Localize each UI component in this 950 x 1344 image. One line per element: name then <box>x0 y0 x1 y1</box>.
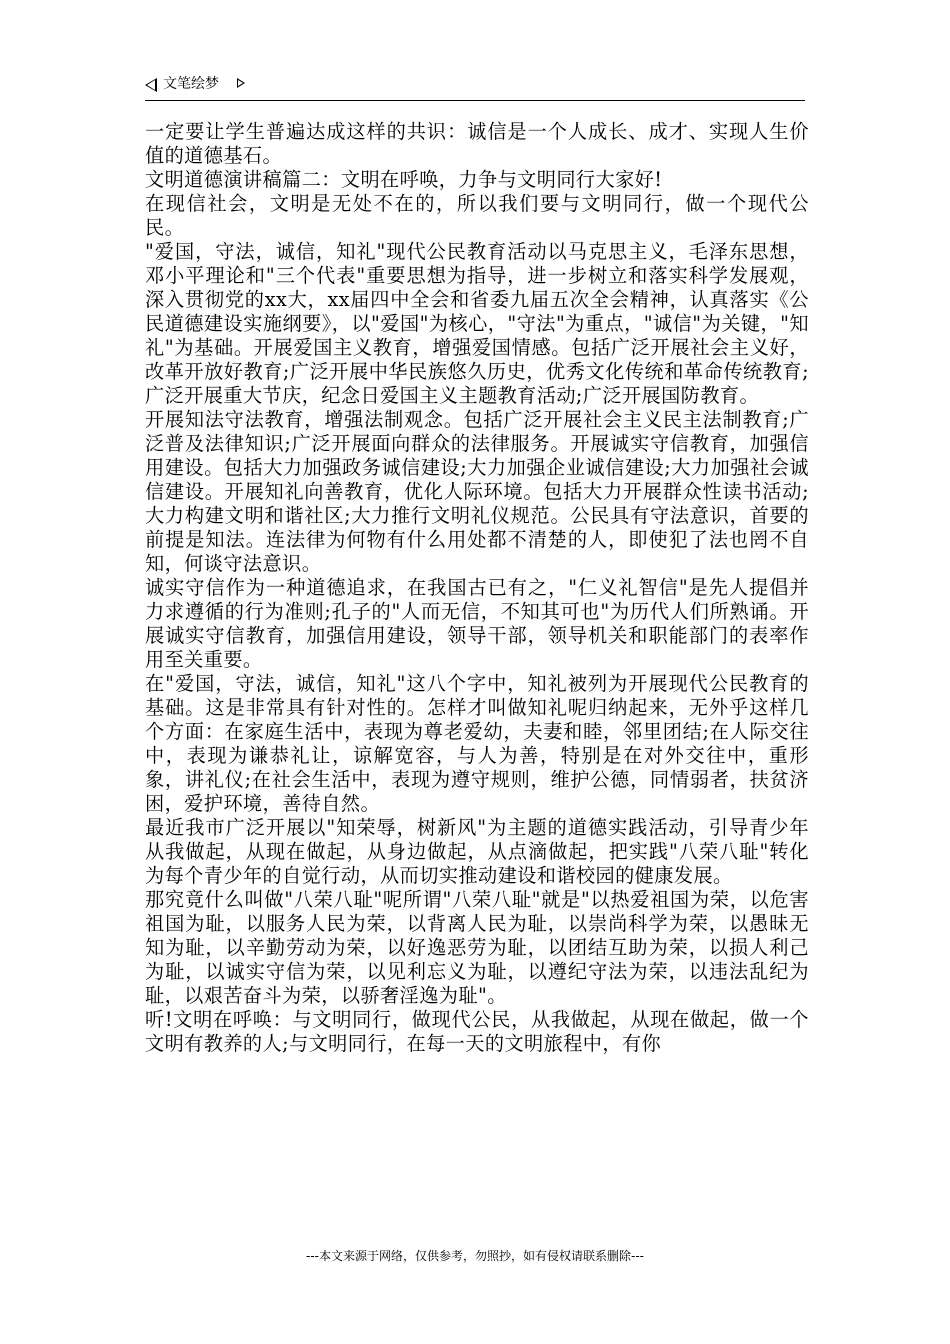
paragraph: 听!文明在呼唤：与文明同行，做现代公民，从我做起，从现在做起，做一个文明有教养的人;与文明同行，在每一天的文明旅程中，有你 <box>145 1008 809 1055</box>
triangle-right-icon <box>237 78 245 88</box>
paragraph: 诚实守信作为一种道德追求，在我国古已有之，"仁义礼智信"是先人提倡并力求遵循的行为准则;孔子的"人而无信，不知其可也"为历代人们所熟诵。开展诚实守信教育，加强信用建设，领导干部，领导机关和职能部门的表率作用至关重要。 <box>145 576 809 671</box>
document-body <box>145 120 809 1056</box>
page-header <box>145 72 805 101</box>
header-title: 文笔绘梦 <box>163 76 219 92</box>
paragraph: 一定要让学生普遍达成这样的共识：诚信是一个人成长、成才、实现人生价值的道德基石。 <box>145 120 809 167</box>
triangle-left-icon <box>145 78 157 92</box>
paragraph: 最近我市广泛开展以"知荣辱，树新风"为主题的道德实践活动，引导青少年从我做起，从现在做起，从身边做起，从点滴做起，把实践"八荣八耻"转化为每个青少年的自觉行动，从而切实推动建设和谐校园的健康发展。 <box>145 816 809 887</box>
paragraph: 开展知法守法教育，增强法制观念。包括广泛开展社会主义民主法制教育;广泛普及法律知识;广泛开展面向群众的法律服务。开展诚实守信教育，加强信用建设。包括大力加强政务诚信建设;大力加强企业诚信建设;大力加强社会诚信建设。开展知礼向善教育，优化人际环境。包括大力开展群众性读书活动;大力构建文明和谐社区;大力推行文明礼仪规范。公民具有守法意识，首要的前提是知法。连法律为何物有什么用处都不清楚的人，即使犯了法也罔不自知，何谈守法意识。 <box>145 408 809 575</box>
page-footer: ---本文来源于网络，仅供参考，勿照抄，如有侵权请联系删除--- <box>306 1249 644 1263</box>
paragraph: "爱国，守法，诚信，知礼"现代公民教育活动以马克思主义，毛泽东思想，邓小平理论和"三个代表"重要思想为指导，进一步树立和落实科学发展观，深入贯彻党的xx大，xx届四中全会和省委九届五次全会精神，认真落实《公民道德建设实施纲要》，以"爱国"为核心，"守法"为重点，"诚信"为关键，"知礼"为基础。开展爱国主义教育，增强爱国情感。包括广泛开展社会主义好，改革开放好教育;广泛开展中华民族悠久历史，优秀文化传统和革命传统教育;广泛开展重大节庆，纪念日爱国主义主题教育活动;广泛开展国防教育。 <box>145 240 809 407</box>
paragraph: 文明道德演讲稿篇二：文明在呼唤，力争与文明同行大家好! <box>145 168 663 191</box>
paragraph: 在"爱国，守法，诚信，知礼"这八个字中，知礼被列为开展现代公民教育的基础。这是非常具有针对性的。怎样才叫做知礼呢归纳起来，无外乎这样几个方面：在家庭生活中，表现为尊老爱幼，夫妻和睦，邻里团结;在人际交往中，表现为谦恭礼让，谅解宽容，与人为善，特别是在对外交往中，重形象，讲礼仪;在社会生活中，表现为遵守规则，维护公德，同情弱者，扶贫济困，爱护环境，善待自然。 <box>145 672 809 815</box>
paragraph: 在现信社会，文明是无处不在的，所以我们要与文明同行，做一个现代公民。 <box>145 192 809 239</box>
paragraph: 那究竟什么叫做"八荣八耻"呢所谓"八荣八耻"就是"以热爱祖国为荣，以危害祖国为耻，以服务人民为荣，以背离人民为耻，以崇尚科学为荣，以愚昧无知为耻，以辛勤劳动为荣，以好逸恶劳为耻，以团结互助为荣，以损人利己为耻，以诚实守信为荣，以见利忘义为耻，以遵纪守法为荣，以违法乱纪为耻，以艰苦奋斗为荣，以骄奢淫逸为耻"。 <box>145 888 809 1007</box>
